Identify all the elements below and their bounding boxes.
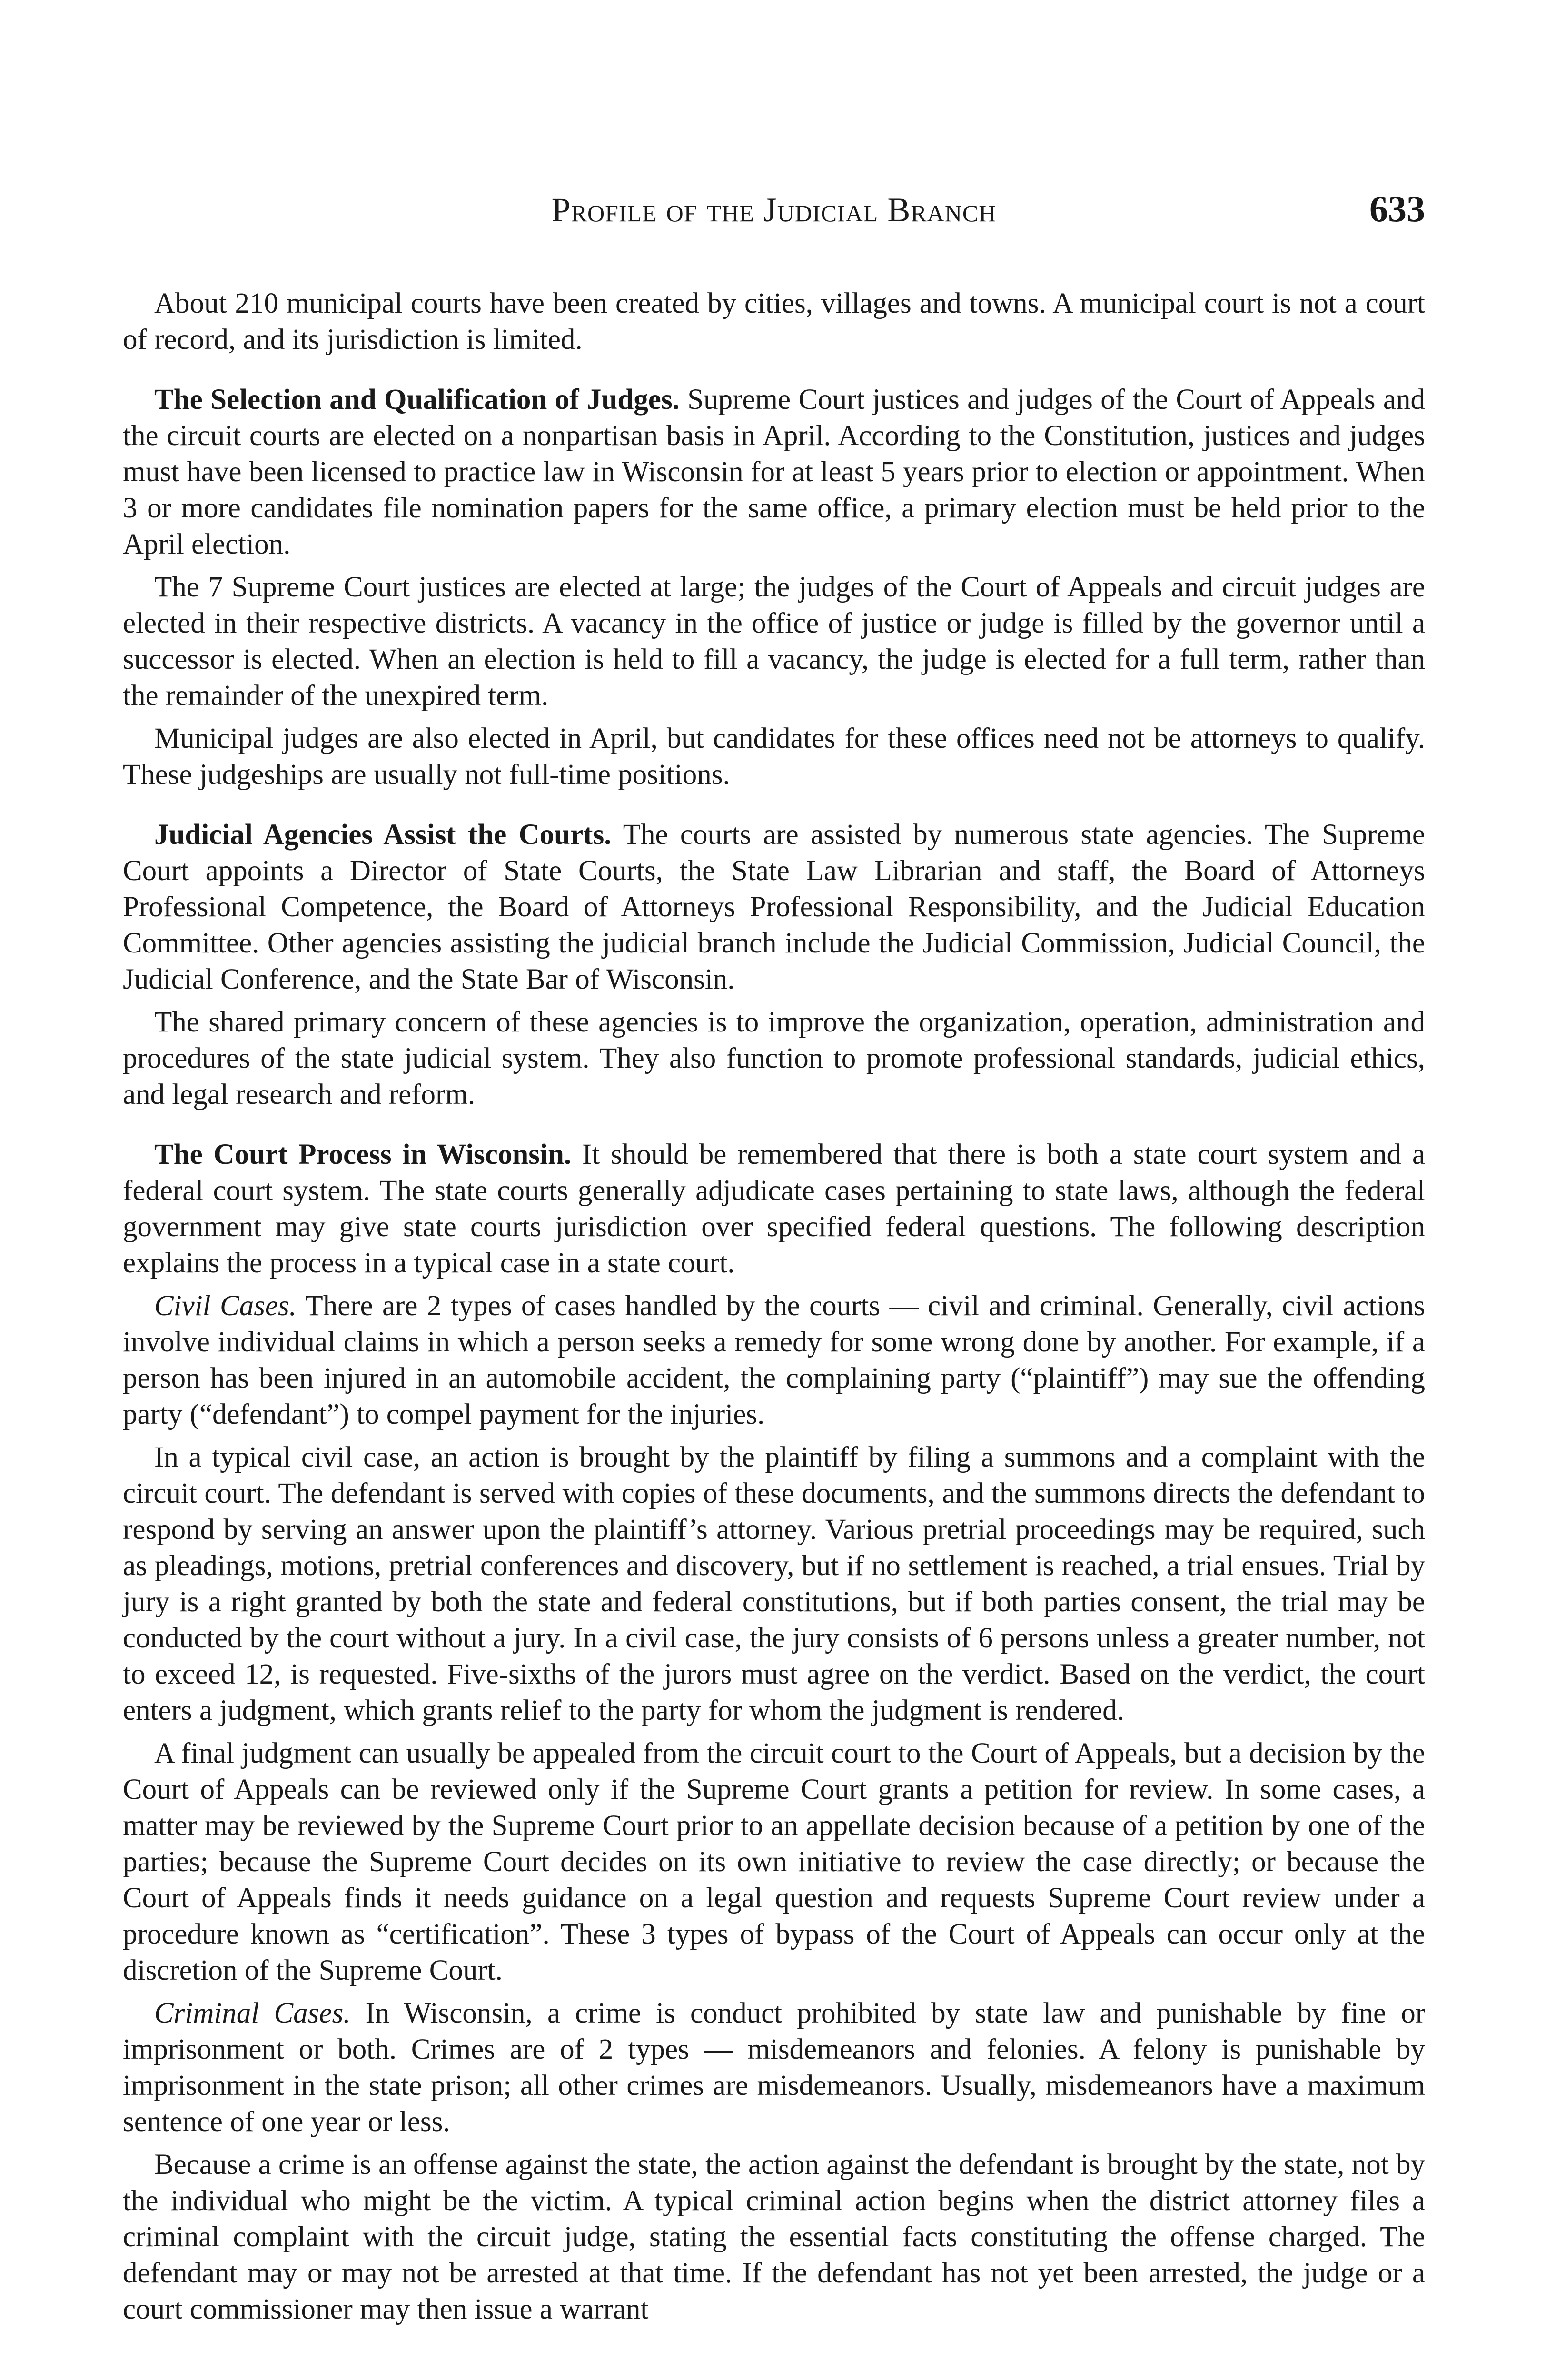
page-header: [123, 190, 1425, 238]
subheading-criminal-cases: Criminal Cases.: [154, 1997, 351, 2029]
subheading-civil-cases: Civil Cases.: [154, 1290, 297, 1322]
paragraph-selection-judges: [123, 382, 1425, 563]
running-title: Profile of the Judicial Branch: [551, 191, 997, 229]
paragraph-text: There are 2 types of cases handled by the courts — civil and criminal. Generally, civil actions involve individual claims in which a person seeks a remedy for some wrong done by another. For example, if a person has been injured in an automobile accident, the complaining party (“plaintiff”) may sue the offending party (“defendant”) to compel payment for the injuries.: [123, 1290, 1426, 1430]
paragraph-shared-concern: The shared primary concern of these agencies is to improve the organization, operation, administration and procedures of the state judicial system. They also function to promote professional standards, judicial ethics, and legal research and reform.: [123, 1006, 1425, 1111]
paragraph-municipal-judges: Municipal judges are also elected in April, but candidates for these offices need not be attorneys to qualify. These judgeships are usually not full-time positions.: [123, 723, 1425, 791]
paragraph-criminal-cases: [123, 1995, 1425, 2140]
paragraph-text: The courts are assisted by numerous state agencies. The Supreme Court appoints a Director of State Courts, the State Law Librarian and staff, the Board of Attorneys Professional Competence, the Board of Attorneys Professional Responsibility, and the Judicial Education Committee. Other agencies assisting the judicial branch include the Judicial Commission, Judicial Council, the Judicial Conference, and the State Bar of Wisconsin.: [123, 819, 1426, 995]
paragraph-judicial-agencies: [123, 817, 1425, 998]
section-heading-agencies: Judicial Agencies Assist the Courts.: [154, 819, 612, 851]
section-heading-selection: The Selection and Qualification of Judges.: [154, 384, 680, 416]
paragraph-text: In Wisconsin, a crime is conduct prohibited by state law and punishable by fine or imprisonment or both. Crimes are of 2 types — misdemeanors and felonies. A felony is punishable by imprisonment in the state prison; all other crimes are misdemeanors. Usually, misdemeanors have a maximum sentence of one year or less.: [123, 1997, 1426, 2138]
section-heading-court-process: The Court Process in Wisconsin.: [154, 1139, 572, 1170]
page-number: 633: [1369, 188, 1425, 229]
paragraph-crime-offense: Because a crime is an offense against the state, the action against the defendant is brought by the state, not by the individual who might be the victim. A typical criminal action begins when the district attorney files a criminal complaint with the circuit judge, stating the essential facts constituting the offense charged. The defendant may or may not be arrested at that time. If the defendant has not yet been arrested, the judge or a court commissioner may then issue a warrant: [123, 2149, 1425, 2325]
paragraph-civil-cases: [123, 1288, 1425, 1433]
paragraph-supreme-court-justices: The 7 Supreme Court justices are elected at large; the judges of the Court of Appeals and circuit judges are elected in their respective districts. A vacancy in the office of justice or judge is filled by the governor until a successor is elected. When an election is held to fill a vacancy, the judge is elected for a full term, rather than the remainder of the unexpired term.: [123, 571, 1425, 712]
paragraph-court-process: [123, 1137, 1425, 1281]
paragraph-final-judgment: A final judgment can usually be appealed from the circuit court to the Court of Appeals, but a decision by the Court of Appeals can be reviewed only if the Supreme Court grants a petition for review. In some cases, a matter may be reviewed by the Supreme Court prior to an appellate decision because of a petition by one of the parties; because the Supreme Court decides on its own initiative to review the case directly; or because the Court of Appeals finds it needs guidance on a legal question and requests Supreme Court review under a procedure known as “certification”. These 3 types of bypass of the Court of Appeals can occur only at the discretion of the Supreme Court.: [123, 1737, 1425, 1986]
paragraph-municipal-courts: About 210 municipal courts have been created by cities, villages and towns. A municipal court is not a court of record, and its jurisdiction is limited.: [123, 288, 1425, 356]
paragraph-text: It should be remembered that there is both a state court system and a federal court system. The state courts generally adjudicate cases pertaining to state laws, although the federal government may give state courts jurisdiction over specified federal questions. The following description explains the process in a typical case in a state court.: [123, 1139, 1425, 1279]
paragraph-text: Supreme Court justices and judges of the Court of Appeals and the circuit courts are elected on a nonpartisan basis in April. According to the Constitution, justices and judges must have been licensed to practice law in Wisconsin for at least 5 years prior to election or appointment. When 3 or more candidates file nomination papers for the same office, a primary election must be held prior to the April election.: [123, 384, 1425, 560]
document-page: [123, 190, 1425, 2328]
paragraph-typical-civil-case: In a typical civil case, an action is brought by the plaintiff by filing a summons and a complaint with the circuit court. The defendant is served with copies of these documents, and the summons directs the defendant to respond by serving an answer upon the plaintiff’s attorney. Various pretrial proceedings may be required, such as pleadings, motions, pretrial conferences and discovery, but if no settlement is reached, a trial ensues. Trial by jury is a right granted by both the state and federal constitutions, but if both parties consent, the trial may be conducted by the court without a jury. In a civil case, the jury consists of 6 persons unless a greater number, not to exceed 12, is requested. Five-sixths of the jurors must agree on the verdict. Based on the verdict, the court enters a judgment, which grants relief to the party for whom the judgment is rendered.: [123, 1441, 1425, 1726]
